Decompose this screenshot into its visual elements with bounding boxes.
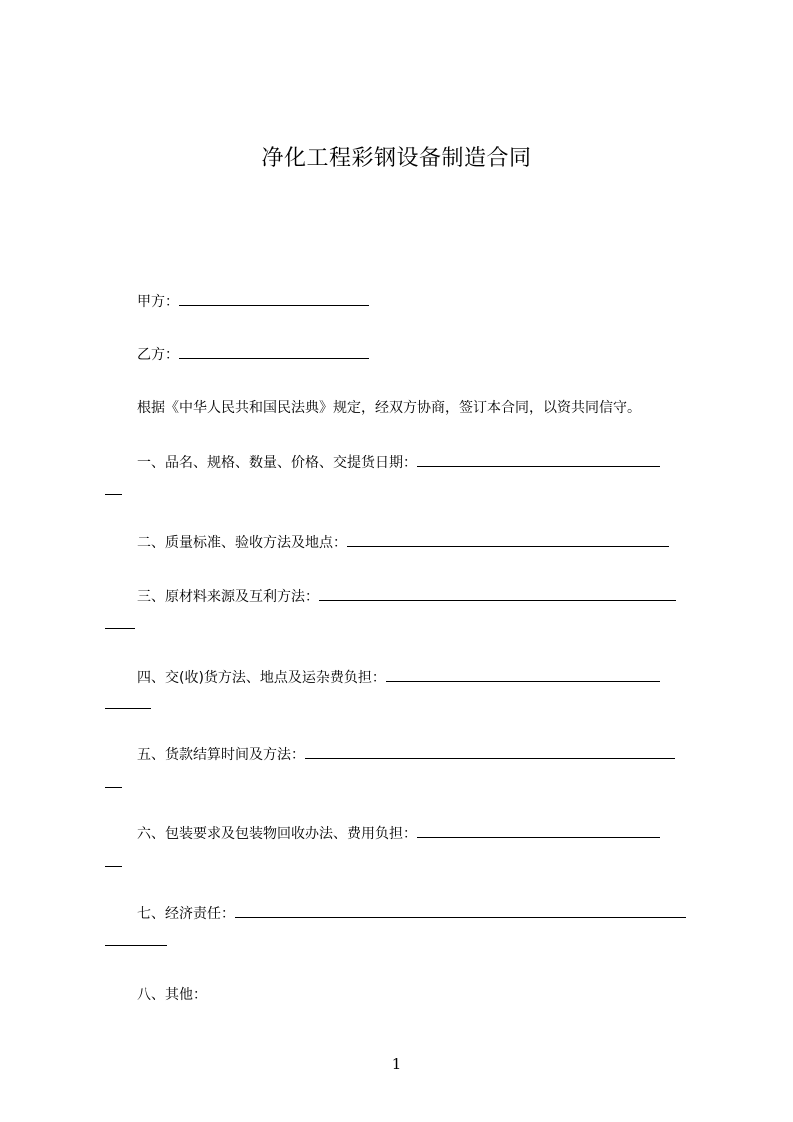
- party-a-label: 甲方：: [137, 294, 179, 310]
- clause-2-label: 二、质量标准、验收方法及地点：: [137, 535, 347, 551]
- party-b-label: 乙方：: [137, 347, 179, 363]
- clause-6-label: 六、包装要求及包装物回收办法、费用负担：: [137, 826, 417, 842]
- clause-3-blank: [319, 586, 676, 601]
- clause-4: [137, 667, 660, 688]
- clause-4-blank-continued: [105, 707, 151, 709]
- clause-3: [137, 586, 676, 607]
- clause-6-blank: [417, 823, 660, 838]
- clause-6-blank-continued: [105, 865, 122, 867]
- clause-4-label: 四、交(收)货方法、地点及运杂费负担：: [137, 670, 386, 686]
- clause-7: [137, 903, 686, 924]
- clause-5-blank-continued: [105, 786, 122, 788]
- party-a-blank: [179, 291, 369, 306]
- clause-5-blank: [305, 744, 675, 759]
- party-b-line: [137, 344, 369, 365]
- clause-7-blank: [235, 903, 686, 918]
- clause-8-label: 八、其他：: [137, 987, 207, 1003]
- clause-4-blank: [386, 667, 660, 682]
- party-b-blank: [179, 344, 369, 359]
- preamble: 根据《中华人民共和国民法典》规定，经双方协商，签订本合同，以资共同信守。: [137, 400, 641, 416]
- clause-1-blank-continued: [105, 493, 122, 495]
- clause-2: [137, 532, 669, 553]
- clause-7-label: 七、经济责任：: [137, 906, 235, 922]
- clause-1: [137, 452, 660, 473]
- party-a-line: [137, 291, 369, 312]
- clause-5-label: 五、货款结算时间及方法：: [137, 747, 305, 763]
- clause-8: [137, 985, 207, 1005]
- clause-1-blank: [417, 452, 660, 467]
- clause-5: [137, 744, 675, 765]
- clause-1-label: 一、品名、规格、数量、价格、交提货日期：: [137, 455, 417, 471]
- clause-2-blank: [347, 532, 669, 547]
- clause-7-blank-continued: [105, 944, 167, 946]
- clause-3-label: 三、原材料来源及互利方法：: [137, 589, 319, 605]
- page-number: 1: [391, 1055, 402, 1073]
- clause-3-blank-continued: [105, 627, 135, 629]
- clause-6: [137, 823, 660, 844]
- document-title: 净化工程彩钢设备制造合同: [261, 146, 532, 171]
